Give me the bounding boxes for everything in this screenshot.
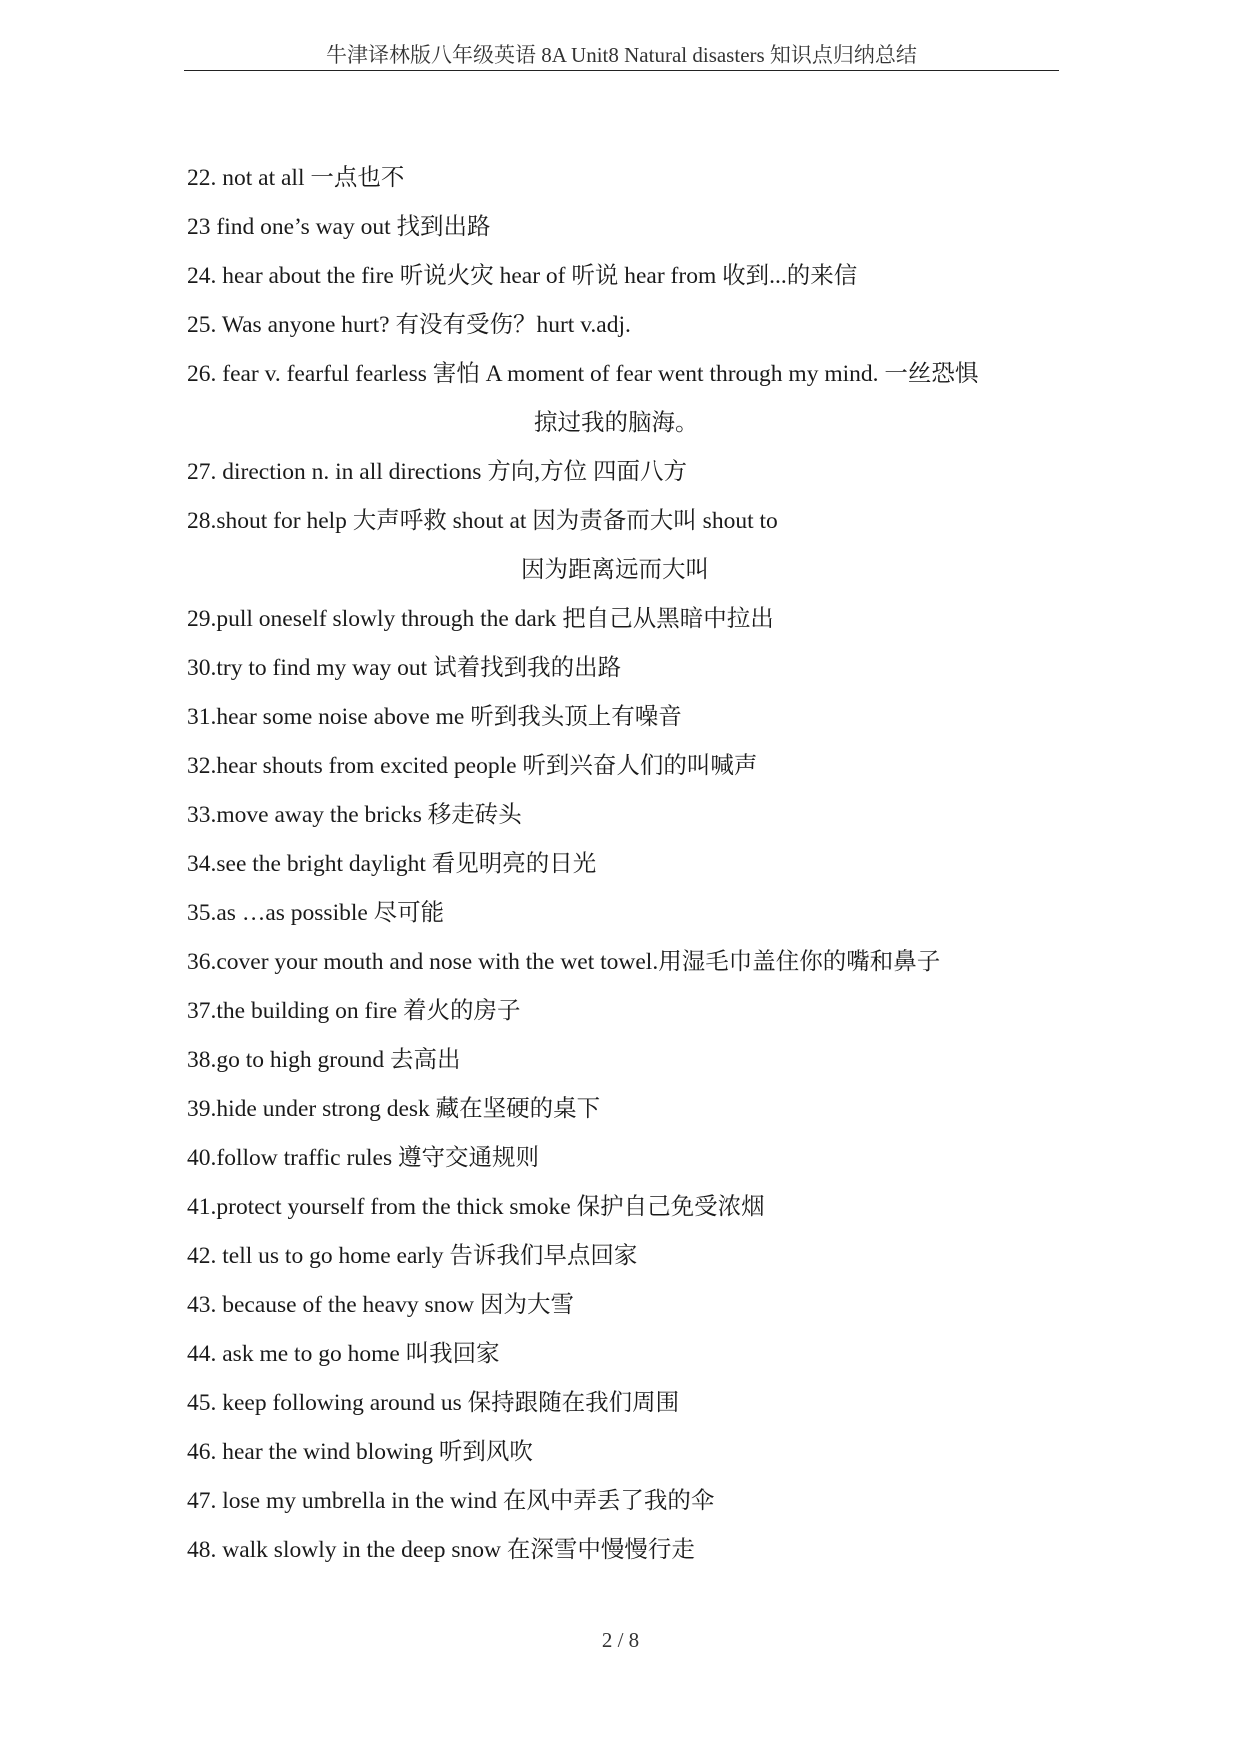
list-item: 38.go to high ground 去高出: [187, 1047, 461, 1073]
list-item: 28.shout for help 大声呼救 shout at 因为责备而大叫 shout to 因为距离远而大叫: [187, 497, 1057, 595]
list-item: 48. walk slowly in the deep snow 在深雪中慢慢行走: [187, 1537, 695, 1563]
list-item: 40.follow traffic rules 遵守交通规则: [187, 1145, 540, 1171]
list-item: 31.hear some noise above me 听到我头顶上有噪音: [187, 704, 682, 730]
list-item: 22. not at all 一点也不: [187, 165, 405, 191]
list-item: 45. keep following around us 保持跟随在我们周围: [187, 1390, 680, 1416]
page-number: 2 / 8: [601, 1628, 640, 1652]
list-item: 41.protect yourself from the thick smoke 保护自己免受浓烟: [187, 1194, 765, 1220]
list-item: 39.hide under strong desk 藏在坚硬的桌下: [187, 1096, 601, 1122]
list-item: 46. hear the wind blowing 听到风吹: [187, 1439, 533, 1465]
list-item: 23 find one’s way out 找到出路: [187, 214, 491, 240]
page-footer: [0, 1628, 1241, 1653]
list-item: 34.see the bright daylight 看见明亮的日光: [187, 851, 597, 877]
list-item: 37.the building on fire 着火的房子: [187, 998, 521, 1024]
list-item: 24. hear about the fire 听说火灾 hear of 听说 hear from 收到...的来信: [187, 263, 858, 289]
list-item: 26. fear v. fearful fearless 害怕 A moment of fear went through my mind. 一丝恐惧 掠过我的脑海。: [187, 350, 1057, 448]
list-item: 42. tell us to go home early 告诉我们早点回家: [187, 1243, 638, 1269]
phrase-list: [187, 154, 1057, 1575]
list-item: 33.move away the bricks 移走砖头: [187, 802, 522, 828]
list-item-continuation: 因为距离远而大叫: [521, 557, 709, 583]
list-item: 32.hear shouts from excited people 听到兴奋人们的叫喊声: [187, 753, 758, 779]
page-header: [184, 40, 1059, 71]
list-item: 27. direction n. in all directions 方向,方位 四面八方: [187, 459, 687, 485]
list-item: 36.cover your mouth and nose with the wet towel.用湿毛巾盖住你的嘴和鼻子: [187, 949, 941, 975]
list-item: 25. Was anyone hurt? 有没有受伤？hurt v.adj.: [187, 312, 631, 338]
list-item: 35.as …as possible 尽可能: [187, 900, 445, 926]
list-item-continuation: 掠过我的脑海。: [534, 410, 699, 436]
list-item: 29.pull oneself slowly through the dark 把自己从黑暗中拉出: [187, 606, 774, 632]
header-title: 牛津译林版八年级英语 8A Unit8 Natural disasters 知识点归纳总结: [326, 43, 917, 67]
list-item: 47. lose my umbrella in the wind 在风中弄丢了我的伞: [187, 1488, 715, 1514]
list-item: 44. ask me to go home 叫我回家: [187, 1341, 500, 1367]
list-item: 43. because of the heavy snow 因为大雪: [187, 1292, 575, 1318]
list-item: 30.try to find my way out 试着找到我的出路: [187, 655, 622, 681]
